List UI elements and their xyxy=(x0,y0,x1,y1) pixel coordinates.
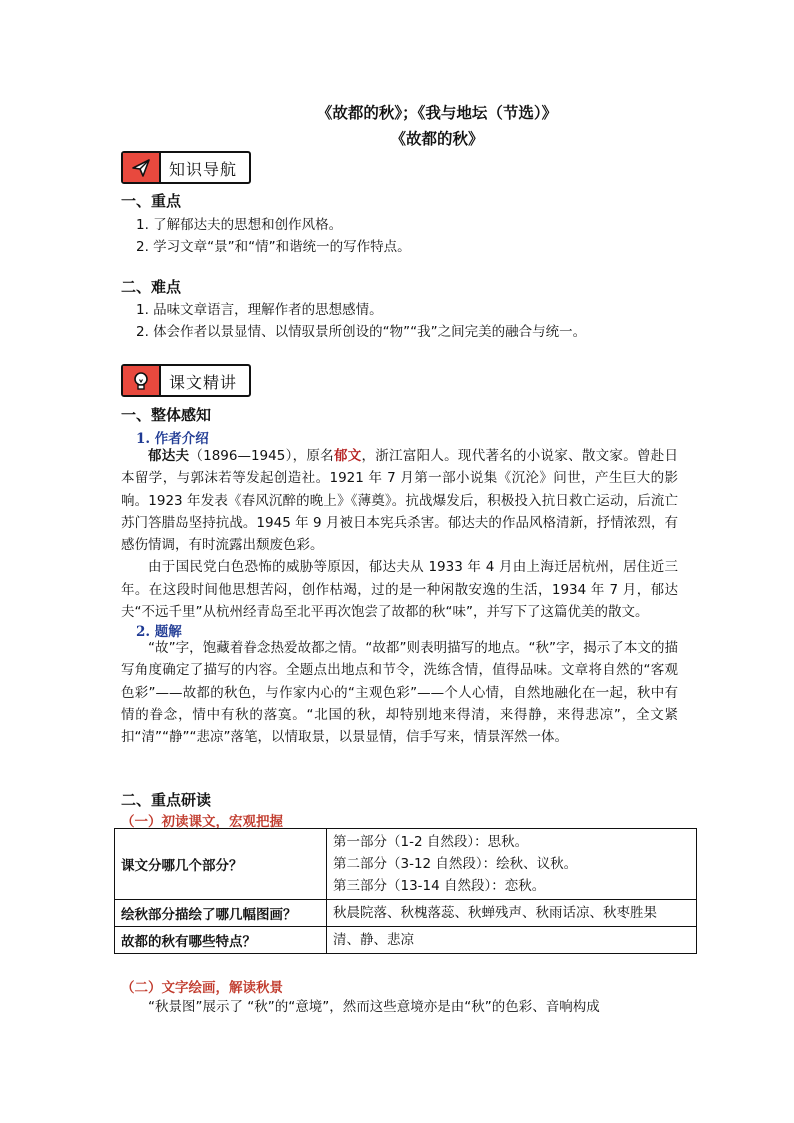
answer-line: 第二部分（3-12 自然段）：绘秋、议秋。 xyxy=(333,856,578,872)
difficult-point-item: 1. 品味文章语言，理解作者的思想感情。 xyxy=(136,302,383,318)
answer-line: 秋晨院落、秋槐落蕊、秋蝉残声、秋雨话凉、秋枣胜果 xyxy=(333,905,657,921)
answer-line: 清、静、悲凉 xyxy=(333,932,414,948)
author-intro-heading: 1. 作者介绍 xyxy=(136,431,209,447)
title-analysis-paragraph: “故”字，饱藏着眷念热爱故都之情。“故都”则表明描写的地点。“秋”字，揭示了本文的描写角度确定了描写的内容。全题点出地点和节令，洗练含情，值得品味。文章将自然的“客观色彩”——故都的秋色，与作家内心的“主观色彩”——个人心情，自然地融化在一起，秋中有情的眷念，情中有秋的落寞。“北国的秋，却特别地来得清，来得静，来得悲凉”，全文紧扣“清”“静”“悲凉”落笔，以情取景，以景显情，信手写来，情景浑然一体。 xyxy=(121,640,678,746)
scene-reading-paragraph: “秋景图”展示了 “秋”的“意境”，然而这些意境亦是由“秋”的色彩、音响构成 xyxy=(148,999,600,1015)
table-question: 绘秋部分描绘了哪几幅图画？ xyxy=(115,900,327,927)
knowledge-nav-badge xyxy=(121,151,251,184)
lesson-nav-badge xyxy=(121,364,251,397)
table-answer xyxy=(327,829,697,900)
author-bio: ，浙江富阳人。现代著名的小说家、散文家。曾赴日本留学，与郭沫若等发起创造社。1921 年 7 月第一部小说集《沉沦》问世，产生巨大的影响。1923 年发表《春风沉醉的晚上》《薄奠》。抗战爆发后，积极投入抗日救亡运动，后流亡苏门答腊岛坚持抗战。1945 年 9 月被日本宪兵杀害。郁达夫的作品风格清新，抒情浓烈，有感伤情调，有时流露出颓废色彩。 xyxy=(121,448,679,554)
lightbulb-icon xyxy=(123,366,161,395)
scene-reading-text xyxy=(121,996,678,1018)
first-reading-heading: （一）初读课文，宏观把握 xyxy=(121,814,283,830)
key-points-heading: 一、重点 xyxy=(121,192,182,210)
overview-heading: 一、整体感知 xyxy=(121,406,212,424)
author-intro-text xyxy=(121,445,678,623)
author-name: 郁达夫 xyxy=(148,448,190,464)
answer-line: 第三部分（13-14 自然段）：恋秋。 xyxy=(333,878,546,894)
key-point-item: 2. 学习文章“景”和“情”和谐统一的写作特点。 xyxy=(136,239,411,255)
table-answer xyxy=(327,900,697,927)
table-row xyxy=(115,829,697,900)
title-analysis-text xyxy=(121,637,678,748)
scene-reading-heading: （二）文字绘画，解读秋景 xyxy=(121,980,283,996)
sub-title: 《故都的秋》 xyxy=(390,129,484,148)
main-title: 《故都的秋》；《我与地坛（节选）》 xyxy=(316,103,558,122)
author-background: 由于国民党白色恐怖的威胁等原因，郁达夫从 1933 年 4 月由上海迁居杭州，居住近三年。在这段时间他思想苦闷，创作枯竭，过的是一种闲散安逸的生活，1934 年 7 月，郁达夫“不远千里”从杭州经青岛至北平再次饱尝了故都的秋“味”，并写下了这篇优美的散文。 xyxy=(121,559,678,621)
author-realname: 郁文 xyxy=(333,448,362,464)
table-answer xyxy=(327,927,697,954)
key-reading-heading: 二、重点研读 xyxy=(121,791,212,809)
table-row xyxy=(115,927,697,954)
table-question: 课文分哪几个部分？ xyxy=(115,829,327,900)
table-row xyxy=(115,900,697,927)
table-question: 故都的秋有哪些特点？ xyxy=(115,927,327,954)
key-point-item: 1. 了解郁达夫的思想和创作风格。 xyxy=(136,217,343,233)
structure-table xyxy=(114,828,697,954)
difficult-points-heading: 二、难点 xyxy=(121,278,182,296)
answer-line: 第一部分（1-2 自然段）：思秋。 xyxy=(333,834,529,850)
knowledge-nav-label: 知识导航 xyxy=(169,160,238,179)
lesson-nav-label: 课文精讲 xyxy=(169,373,238,392)
author-years: （1896—1945），原名 xyxy=(189,448,334,464)
title-analysis-heading: 2. 题解 xyxy=(136,624,182,640)
difficult-point-item: 2. 体会作者以景显情、以情驭景所创设的“物”“我”之间完美的融合与统一。 xyxy=(136,324,587,340)
paper-plane-icon xyxy=(123,153,161,182)
